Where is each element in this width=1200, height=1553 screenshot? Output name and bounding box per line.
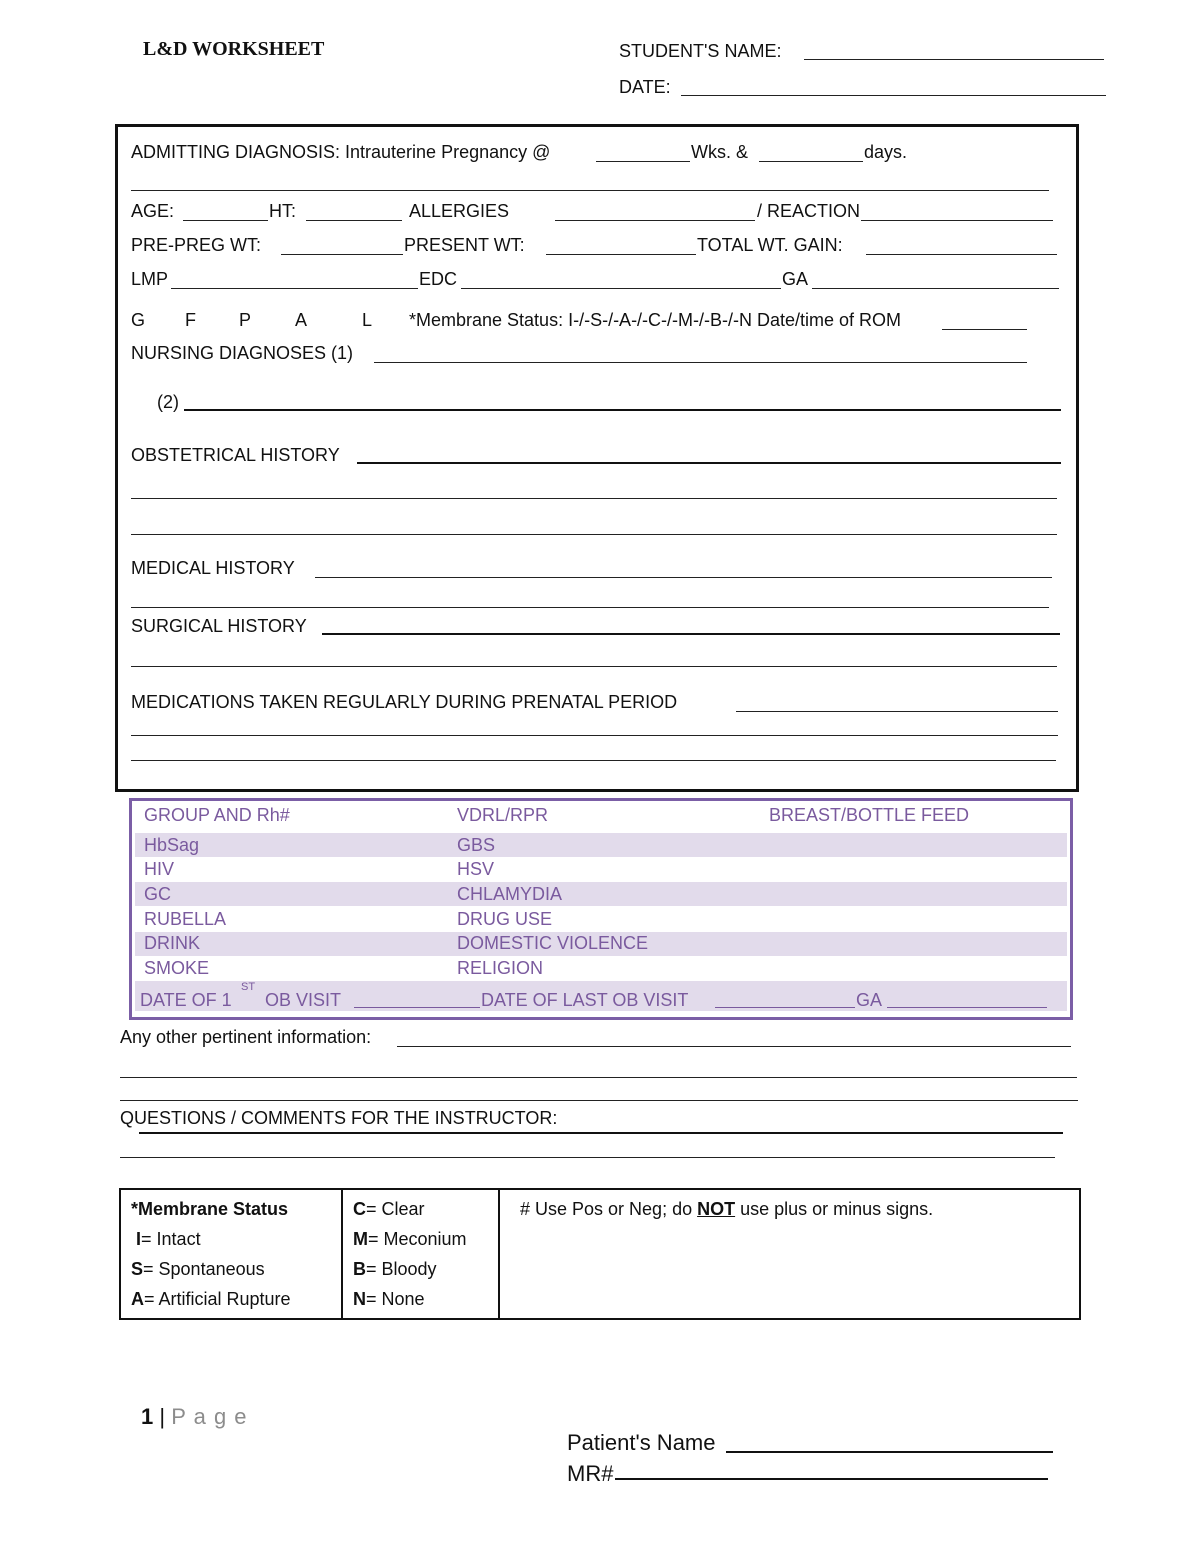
- lab-label: CHLAMYDIA: [457, 884, 563, 904]
- legend-item: I= Intact: [136, 1229, 201, 1249]
- lab-row-visits: [135, 981, 1067, 1011]
- lab-label: RUBELLA: [144, 909, 227, 929]
- legend-fluid-column: [342, 1189, 499, 1319]
- gpal-g: G: [131, 310, 146, 330]
- first-visit-label: DATE OF 1: [140, 990, 232, 1010]
- days-field[interactable]: [759, 161, 863, 162]
- surgical-history-field[interactable]: [322, 633, 1060, 635]
- allergies-label: ALLERGIES: [409, 201, 510, 221]
- student-name-field[interactable]: [804, 59, 1104, 60]
- legend-item: M= Meconium: [353, 1229, 467, 1249]
- student-name-label: STUDENT'S NAME:: [619, 41, 782, 61]
- ga-field[interactable]: [812, 288, 1059, 289]
- legend-membrane-column: [120, 1189, 342, 1319]
- questions-field[interactable]: [139, 1132, 1063, 1134]
- lab-label: DRUG USE: [457, 909, 553, 929]
- reaction-label: / REACTION: [757, 201, 861, 221]
- total-gain-label: TOTAL WT. GAIN:: [697, 235, 843, 255]
- membrane-status-label: *Membrane Status: I-/-S-/-A-/-C-/-M-/-B-/-N Date/time of ROM: [409, 310, 902, 330]
- lmp-label: LMP: [131, 269, 169, 289]
- medications-line-3[interactable]: [131, 760, 1056, 761]
- weeks-field[interactable]: [596, 161, 690, 162]
- total-gain-field[interactable]: [866, 254, 1057, 255]
- age-label: AGE:: [131, 201, 175, 221]
- patient-name-field[interactable]: [726, 1451, 1053, 1453]
- mr-field[interactable]: [615, 1478, 1048, 1480]
- lab-label: DRINK: [144, 933, 201, 953]
- lab-label: GBS: [457, 835, 496, 855]
- legend-item: B= Bloody: [353, 1259, 437, 1279]
- height-field[interactable]: [306, 220, 402, 221]
- weeks-label: Wks. &: [691, 142, 748, 162]
- last-visit-field[interactable]: [715, 1007, 855, 1008]
- other-info-field[interactable]: [397, 1046, 1071, 1047]
- lab-label: VDRL/RPR: [457, 805, 549, 825]
- questions-line-2[interactable]: [120, 1157, 1055, 1158]
- present-weight-field[interactable]: [546, 254, 696, 255]
- page-footer: [141, 1404, 248, 1430]
- page-number: 1: [141, 1404, 154, 1429]
- questions-label: QUESTIONS / COMMENTS FOR THE INSTRUCTOR:: [120, 1108, 558, 1128]
- nursing-diagnosis-2-label: (2): [157, 392, 179, 412]
- lab-label: RELIGION: [457, 958, 544, 978]
- prenatal-labs-box: [129, 798, 1073, 1020]
- allergies-field[interactable]: [555, 220, 755, 221]
- medical-history-label: MEDICAL HISTORY: [131, 558, 295, 578]
- admitting-diagnosis-line[interactable]: [131, 190, 1049, 191]
- obstetrical-history-field[interactable]: [357, 462, 1061, 464]
- height-label: HT:: [269, 201, 296, 221]
- nursing-diagnosis-2-field[interactable]: [184, 409, 1061, 411]
- obstetrical-history-line-3[interactable]: [131, 534, 1057, 535]
- edc-label: EDC: [419, 269, 458, 289]
- lab-row: [135, 907, 1067, 931]
- legend-note-column: [499, 1189, 1080, 1319]
- obstetrical-history-line-2[interactable]: [131, 498, 1057, 499]
- nursing-diagnosis-1-field[interactable]: [374, 362, 1027, 363]
- date-field[interactable]: [681, 95, 1106, 96]
- legend-note: # Use Pos or Neg; do NOT use plus or minus signs.: [520, 1199, 934, 1219]
- lab-label: HIV: [144, 859, 175, 879]
- first-visit-field[interactable]: [354, 1007, 480, 1008]
- gpal-p: P: [239, 310, 252, 330]
- nursing-diagnoses-label: NURSING DIAGNOSES (1): [131, 343, 354, 363]
- medical-history-line-2[interactable]: [131, 607, 1049, 608]
- page-word: P a g e: [171, 1404, 248, 1429]
- visit-ga-field[interactable]: [887, 1007, 1047, 1008]
- lab-label: GROUP AND Rh#: [144, 805, 290, 825]
- age-field[interactable]: [183, 220, 268, 221]
- date-label: DATE:: [619, 77, 671, 97]
- admitting-diagnosis-label: ADMITTING DIAGNOSIS: Intrauterine Pregnancy @: [131, 142, 551, 162]
- present-weight-label: PRESENT WT:: [404, 235, 525, 255]
- days-label: days.: [864, 142, 908, 162]
- pre-preg-weight-field[interactable]: [281, 254, 403, 255]
- last-visit-label: DATE OF LAST OB VISIT: [481, 990, 689, 1010]
- other-info-line-3[interactable]: [120, 1100, 1078, 1101]
- gpal-l: L: [362, 310, 373, 330]
- lab-label: HbSag: [144, 835, 200, 855]
- legend-table: [119, 1188, 1081, 1320]
- other-info-line-2[interactable]: [120, 1077, 1077, 1078]
- first-visit-superscript: ST: [241, 981, 256, 993]
- surgical-history-label: SURGICAL HISTORY: [131, 616, 307, 636]
- lab-row: [135, 932, 1067, 956]
- rom-datetime-field[interactable]: [942, 329, 1027, 330]
- lab-row: [135, 957, 1067, 981]
- lab-row: [135, 803, 1067, 827]
- gpal-f: F: [185, 310, 196, 330]
- legend-item: S= Spontaneous: [131, 1259, 265, 1279]
- medical-history-field[interactable]: [315, 577, 1052, 578]
- worksheet-title: L&D WORKSHEET: [143, 38, 325, 60]
- lab-label: SMOKE: [144, 958, 210, 978]
- lab-label: GC: [144, 884, 171, 904]
- legend-item: N= None: [353, 1289, 425, 1309]
- patient-name-label: Patient's Name: [567, 1430, 716, 1455]
- medications-field[interactable]: [736, 711, 1058, 712]
- edc-field[interactable]: [461, 288, 781, 289]
- first-visit-label-2: OB VISIT: [265, 990, 342, 1010]
- lab-row: [135, 882, 1067, 906]
- pre-preg-weight-label: PRE-PREG WT:: [131, 235, 262, 255]
- reaction-field[interactable]: [861, 220, 1053, 221]
- mr-label: MR#: [567, 1461, 614, 1486]
- ga-label: GA: [782, 269, 809, 289]
- medications-line-2[interactable]: [131, 735, 1058, 736]
- page-separator: |: [159, 1404, 166, 1429]
- obstetrical-history-label: OBSTETRICAL HISTORY: [131, 445, 340, 465]
- medications-label: MEDICATIONS TAKEN REGULARLY DURING PRENATAL PERIOD: [131, 692, 678, 712]
- legend-item: C= Clear: [353, 1199, 425, 1219]
- gpal-a: A: [295, 310, 308, 330]
- lab-label: DOMESTIC VIOLENCE: [457, 933, 649, 953]
- lab-label: HSV: [457, 859, 495, 879]
- lab-row: [135, 858, 1067, 882]
- lab-row: [135, 833, 1067, 857]
- legend-item: A= Artificial Rupture: [131, 1289, 291, 1309]
- surgical-history-line-2[interactable]: [131, 666, 1057, 667]
- lmp-field[interactable]: [171, 288, 418, 289]
- lab-label: BREAST/BOTTLE FEED: [769, 805, 970, 825]
- legend-membrane-title: *Membrane Status: [131, 1199, 289, 1219]
- visit-ga-label: GA: [856, 990, 883, 1010]
- other-info-label: Any other pertinent information:: [120, 1027, 372, 1047]
